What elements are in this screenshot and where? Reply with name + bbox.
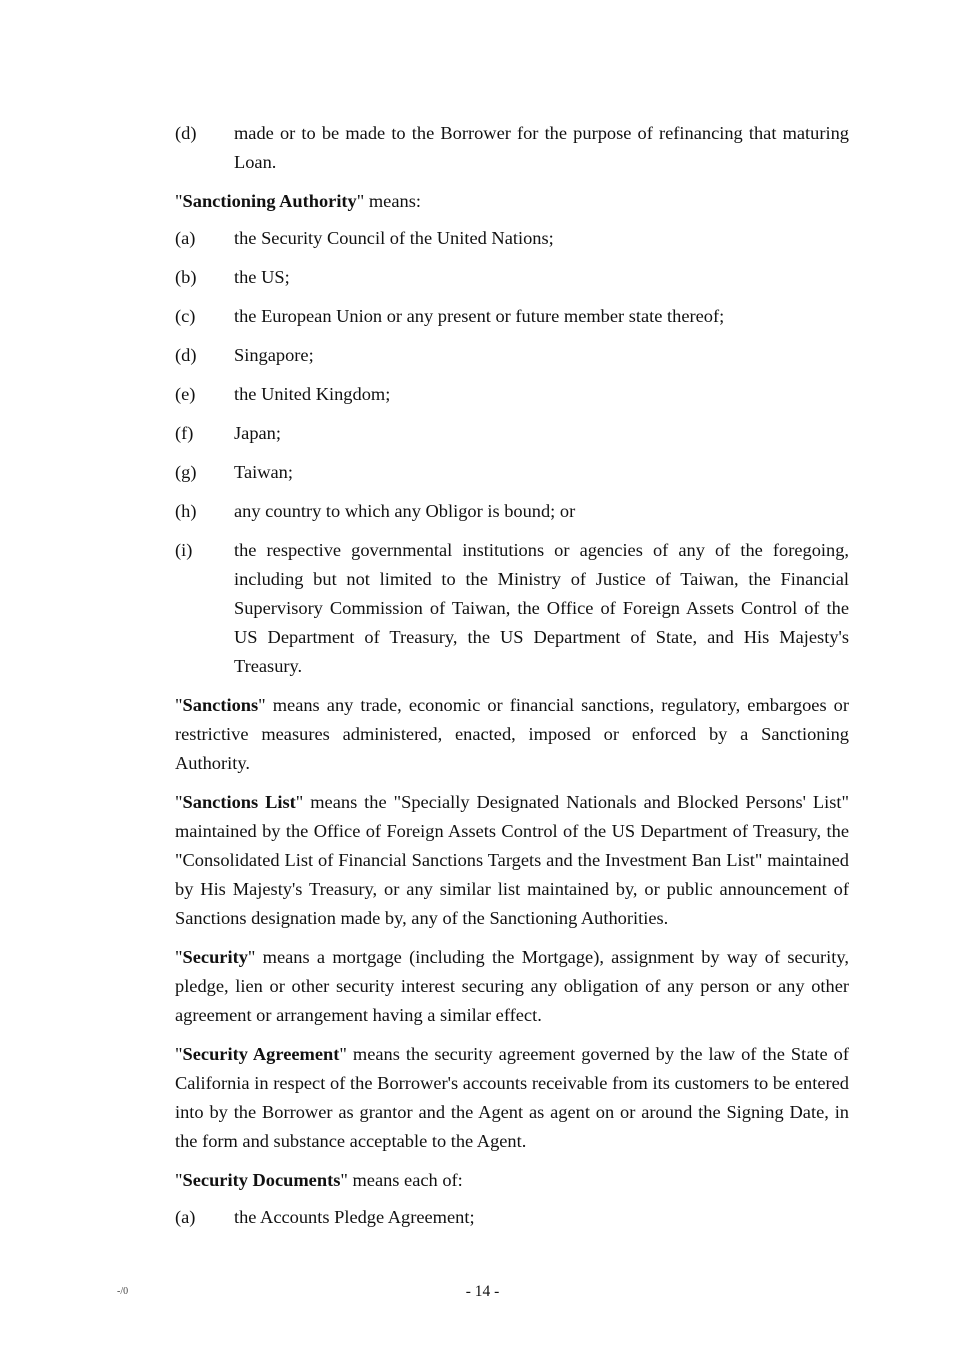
item-label: (f) bbox=[175, 423, 194, 443]
page-number: - 14 - bbox=[465, 1283, 500, 1300]
item-label: (c) bbox=[175, 306, 196, 326]
item-text: the United Kingdom; bbox=[234, 384, 391, 404]
definition-sanctioning-authority: "Sanctioning Authority" means: bbox=[175, 191, 421, 211]
item-text: Taiwan; bbox=[234, 462, 293, 482]
defined-term: Security Documents bbox=[182, 1170, 341, 1190]
definition-security-documents: "Security Documents" means each of: bbox=[175, 1170, 463, 1190]
list-item bbox=[175, 341, 849, 370]
item-text: any country to which any Obligor is bound; or bbox=[234, 501, 576, 521]
item-label: (e) bbox=[175, 384, 196, 404]
list-item bbox=[175, 458, 849, 487]
document-body bbox=[175, 119, 849, 1242]
list-item bbox=[175, 497, 849, 526]
item-label: (d) bbox=[175, 345, 197, 365]
item-text: the US; bbox=[234, 267, 290, 287]
item-text: the Accounts Pledge Agreement; bbox=[234, 1207, 475, 1227]
item-text: Singapore; bbox=[234, 345, 314, 365]
list-item bbox=[175, 419, 849, 448]
item-label: (i) bbox=[175, 540, 193, 560]
item-text: made or to be made to the Borrower for the purpose of refinancing that maturing Loan. bbox=[234, 123, 849, 172]
item-label: (h) bbox=[175, 501, 197, 521]
definition-security-agreement: "Security Agreement" means the security agreement governed by the law of the State of California in respect of the Borrower's accounts receivable from its customers to be entered into by the Borrower as grantor and the Agent as agent on or around the Signing Date, in the form and substance acceptable to the Agent. bbox=[175, 1044, 849, 1151]
item-label: (b) bbox=[175, 267, 197, 287]
item-label: (a) bbox=[175, 228, 196, 248]
defined-term: Security bbox=[182, 947, 248, 967]
item-text: the respective governmental institutions or agencies of any of the foregoing, including but not limited to the Ministry of Justice of Taiwan, the Financial Supervisory Commission of Taiwan, the Office of Foreign Assets Control of the US Department of Treasury, the US Department of State, and His Majesty's Treasury. bbox=[234, 540, 849, 676]
list-item bbox=[175, 224, 849, 253]
item-label: (a) bbox=[175, 1207, 196, 1227]
list-item bbox=[175, 263, 849, 292]
item-label: (d) bbox=[175, 123, 197, 143]
definition-security: "Security" means a mortgage (including the Mortgage), assignment by way of security, pledge, lien or other security interest securing any obligation of any person or any other agreement or arrangement having a similar effect. bbox=[175, 947, 849, 1025]
list-item bbox=[175, 380, 849, 409]
definition-sanctions: "Sanctions" means any trade, economic or financial sanctions, regulatory, embargoes or restrictive measures administered, enacted, imposed or enforced by a Sanctioning Authority. bbox=[175, 695, 849, 773]
footer-document-code: -/0 bbox=[117, 1286, 129, 1297]
list-item bbox=[175, 302, 849, 331]
definition-sanctions-list: "Sanctions List" means the "Specially Designated Nationals and Blocked Persons' List" maintained by the Office of Foreign Assets Control of the US Department of Treasury, the "Consolidated List of Financial Sanctions Targets and the Investment Ban List" maintained by His Majesty's Treasury, or any similar list maintained by, or public announcement of Sanctions designation made by, any of the Sanctioning Authorities. bbox=[175, 792, 849, 928]
defined-term: Sanctions bbox=[182, 695, 259, 715]
item-text: Japan; bbox=[234, 423, 281, 443]
defined-term: Sanctions List bbox=[182, 792, 296, 812]
defined-term: Sanctioning Authority bbox=[182, 191, 357, 211]
list-item bbox=[175, 536, 849, 681]
list-item bbox=[175, 1203, 849, 1232]
defined-term: Security Agreement bbox=[182, 1044, 340, 1064]
item-text: the European Union or any present or future member state thereof; bbox=[234, 306, 725, 326]
list-item bbox=[175, 119, 849, 177]
item-label: (g) bbox=[175, 462, 197, 482]
item-text: the Security Council of the United Nations; bbox=[234, 228, 554, 248]
